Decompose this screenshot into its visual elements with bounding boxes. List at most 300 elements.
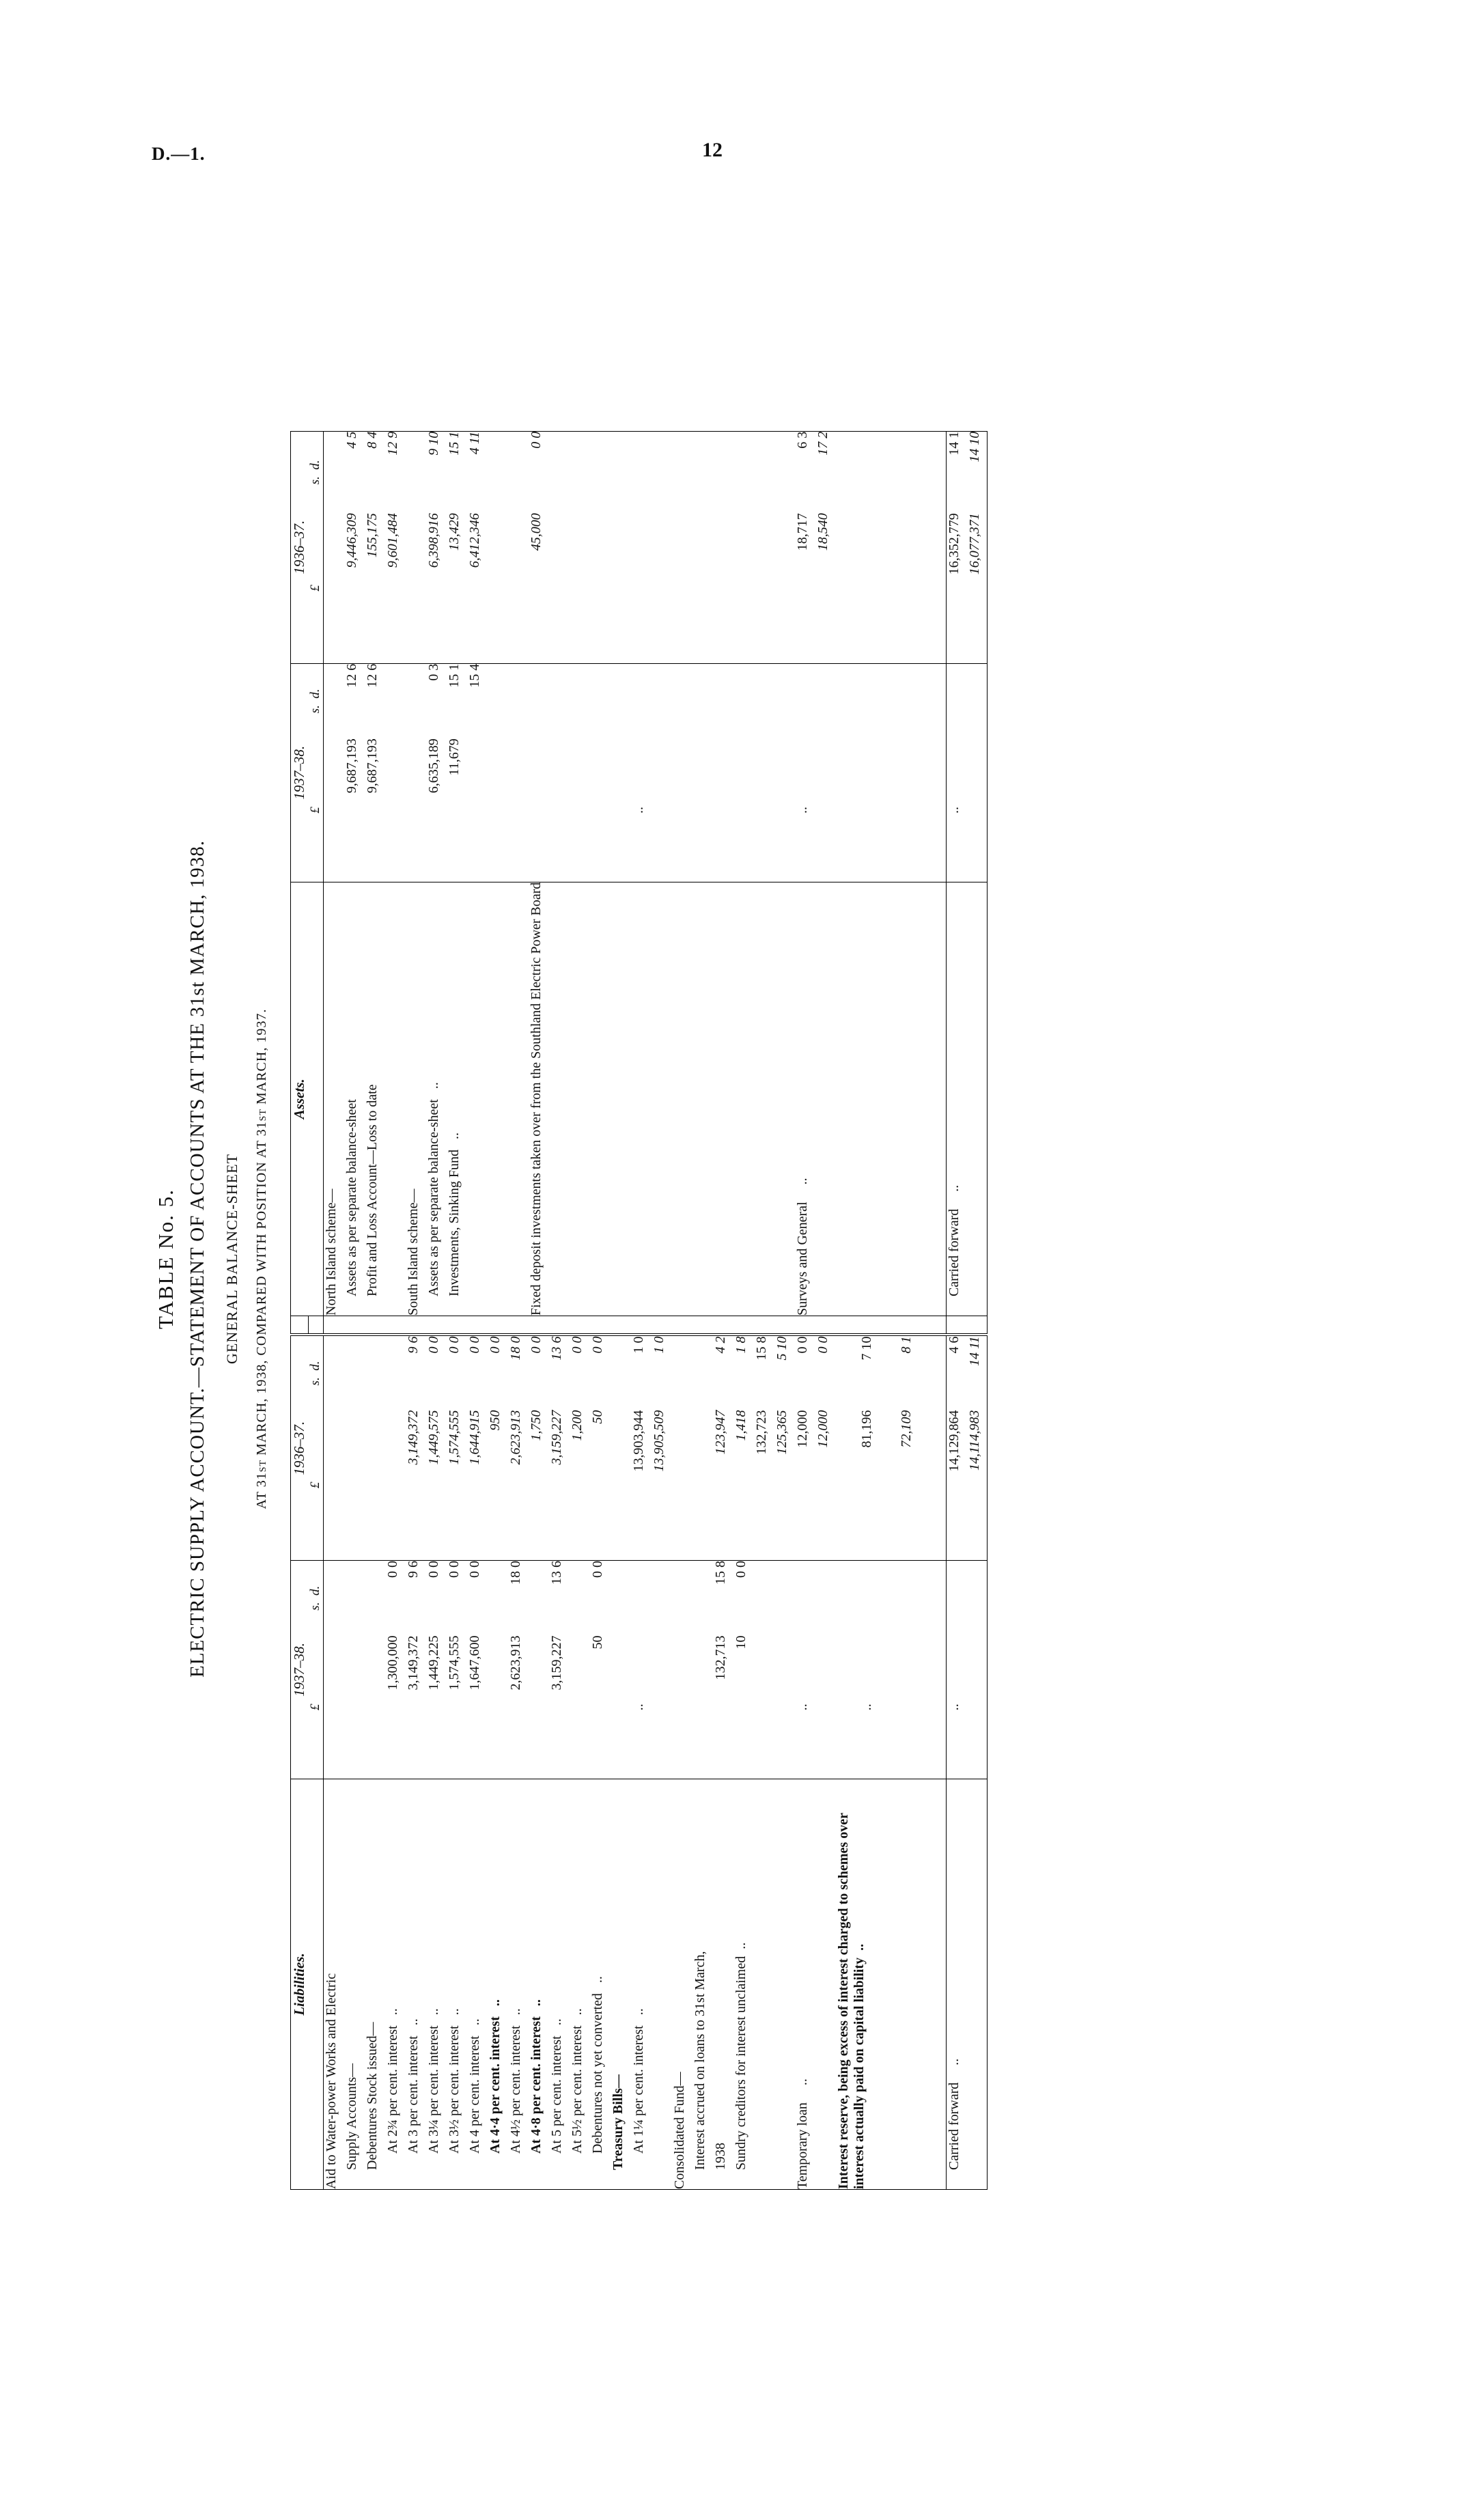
asset-label xyxy=(966,882,987,1316)
liab-a-sd xyxy=(364,1560,384,1635)
table-row xyxy=(671,431,692,2189)
liab-a-pounds: 132,713 xyxy=(712,1635,733,1779)
liab-label: Interest reserve, being excess of interest charged to schemes over interest actually paid on capital liability .. xyxy=(835,1779,898,2189)
liab-b-sd xyxy=(692,1335,712,1410)
liab-b-sd: 1 0 xyxy=(651,1335,671,1410)
asset-a-pounds: 9,687,193 xyxy=(344,738,364,882)
spacer xyxy=(589,1316,610,1335)
liab-a-pounds xyxy=(671,1635,692,1779)
table-row xyxy=(651,431,671,2189)
asset-b-sd xyxy=(487,431,507,513)
liab-b-pounds xyxy=(919,1410,946,1560)
liab-a-pounds xyxy=(898,1635,919,1779)
asset-b-pounds xyxy=(589,513,610,663)
asset-label: North Island scheme— xyxy=(323,882,344,1316)
liab-b-pounds xyxy=(671,1410,692,1560)
asset-label xyxy=(753,882,774,1316)
liab-a-pounds: 3,159,227 xyxy=(548,1635,569,1779)
spacer xyxy=(630,1316,651,1335)
asset-a-pounds: 9,687,193 xyxy=(364,738,384,882)
liab-b-sd xyxy=(384,1335,405,1410)
table-row xyxy=(898,431,919,2189)
asset-a-sd: 0 3 xyxy=(425,663,440,681)
asset-a-pounds xyxy=(733,738,753,882)
liab-label xyxy=(651,1779,671,2189)
liab-label: At 2¾ per cent. interest .. xyxy=(384,1779,405,2189)
liab-label xyxy=(753,1779,774,2189)
asset-label xyxy=(919,882,946,1316)
asset-b-pounds: 13,429 xyxy=(446,513,466,663)
asset-col-pounds-b: £ xyxy=(308,513,324,663)
spacer xyxy=(446,1316,466,1335)
spacer-col xyxy=(290,1316,308,1335)
liab-a-pounds: .. xyxy=(946,1635,966,1779)
liab-a-sd xyxy=(692,1560,712,1635)
table-row xyxy=(589,431,610,2189)
asset-col-sd-a: s. d. xyxy=(308,663,324,738)
general-balance-sheet-table xyxy=(290,430,988,2189)
spacer xyxy=(507,1316,528,1335)
asset-label xyxy=(487,882,507,1316)
asset-b-sd xyxy=(610,431,630,513)
asset-b-pounds xyxy=(569,513,589,663)
asset-a-sd xyxy=(528,663,548,738)
spacer xyxy=(323,1316,344,1335)
asset-b-pounds xyxy=(630,513,651,663)
spacer xyxy=(569,1316,589,1335)
liab-a-sd xyxy=(610,1560,630,1635)
liab-a-pounds: 2,623,913 xyxy=(507,1635,528,1779)
liab-a-pounds xyxy=(753,1635,774,1779)
liab-a-sd: 18 0 xyxy=(507,1560,522,1585)
liab-a-sd xyxy=(774,1560,794,1635)
liab-label xyxy=(919,1779,946,2189)
asset-a-sd xyxy=(651,663,671,738)
asset-b-sd xyxy=(692,431,712,513)
liab-a-pounds: 3,149,372 xyxy=(405,1635,425,1779)
assets-header: Assets. xyxy=(290,882,323,1316)
table-row xyxy=(446,431,466,2189)
table-row xyxy=(794,431,815,2189)
table-row xyxy=(344,431,364,2189)
liab-b-sd: 0 0 xyxy=(569,1335,589,1410)
liab-b-pounds: 2,623,913 xyxy=(507,1410,528,1560)
asset-a-sd xyxy=(405,663,425,738)
spacer xyxy=(548,1316,569,1335)
liab-b-sd xyxy=(919,1335,946,1410)
liab-a-sd: 13 6 xyxy=(548,1560,563,1585)
asset-a-pounds xyxy=(323,738,344,882)
asset-label xyxy=(651,882,671,1316)
liab-label: At 5½ per cent. interest .. xyxy=(569,1779,589,2189)
rotated-table-block xyxy=(141,169,1343,2348)
asset-a-sd xyxy=(815,663,835,738)
liab-a-sd: 0 0 xyxy=(466,1560,481,1578)
spacer xyxy=(712,1316,733,1335)
asset-a-pounds xyxy=(753,738,774,882)
liab-label: At 3½ per cent. interest .. xyxy=(446,1779,466,2189)
liab-b-sd: 13 6 xyxy=(548,1335,569,1410)
liab-label: Consolidated Fund— xyxy=(671,1779,692,2189)
asset-label xyxy=(630,882,651,1316)
asset-b-pounds: 45,000 xyxy=(528,513,548,663)
liab-a-pounds xyxy=(323,1635,344,1779)
asset-year-1936-37: 1936–37. xyxy=(290,431,308,663)
table-row xyxy=(507,431,528,2189)
liab-a-sd xyxy=(323,1560,344,1635)
spacer xyxy=(487,1316,507,1335)
asset-b-sd: 4 5 xyxy=(344,431,364,513)
asset-label xyxy=(589,882,610,1316)
asset-a-pounds: 11,679 xyxy=(446,738,466,882)
liab-a-sd xyxy=(835,1560,898,1635)
asset-b-pounds: 9,446,309 xyxy=(344,513,364,663)
liab-a-sd xyxy=(753,1560,774,1635)
asset-col-sd-b: s. d. xyxy=(308,431,324,513)
liab-a-sd xyxy=(487,1560,507,1635)
asset-b-sd xyxy=(589,431,610,513)
asset-a-sd xyxy=(898,663,919,738)
liab-col-pounds-a: £ xyxy=(308,1635,324,1779)
liab-a-pounds: .. xyxy=(630,1635,651,1779)
liab-label: Debentures not yet converted .. xyxy=(589,1779,610,2189)
asset-label: Profit and Loss Account—Loss to date xyxy=(364,882,384,1316)
asset-b-sd xyxy=(323,431,344,513)
asset-label xyxy=(733,882,753,1316)
table-row xyxy=(405,431,425,2189)
table-head-row-1 xyxy=(290,431,308,2189)
asset-label xyxy=(815,882,835,1316)
liab-a-pounds xyxy=(610,1635,630,1779)
liab-a-pounds xyxy=(815,1635,835,1779)
liab-col-sd-b: s. d. xyxy=(308,1335,324,1410)
liab-a-sd: 15 8 xyxy=(712,1560,727,1585)
asset-b-sd xyxy=(774,431,794,513)
asset-label: Assets as per separate balance-sheet xyxy=(344,882,364,1316)
asset-b-sd: 0 0 xyxy=(528,431,548,513)
spacer xyxy=(384,1316,405,1335)
liab-a-pounds: 1,449,225 xyxy=(425,1635,446,1779)
liab-a-sd xyxy=(651,1560,671,1635)
liab-b-pounds: 3,159,227 xyxy=(548,1410,569,1560)
liab-col-pounds-b: £ xyxy=(308,1410,324,1560)
liab-b-sd xyxy=(323,1335,344,1410)
asset-b-pounds xyxy=(692,513,712,663)
asset-b-sd: 14 10 xyxy=(966,431,987,513)
asset-b-pounds: 16,077,371 xyxy=(966,513,987,663)
asset-label xyxy=(671,882,692,1316)
table-row xyxy=(384,431,405,2189)
liab-b-pounds xyxy=(692,1410,712,1560)
asset-b-pounds: 6,412,346 xyxy=(466,513,487,663)
asset-a-pounds: 6,635,189 xyxy=(425,738,446,882)
liab-b-sd: 0 0 xyxy=(794,1335,815,1410)
asset-a-pounds xyxy=(919,738,946,882)
liab-a-sd xyxy=(344,1560,364,1635)
asset-b-pounds: 6,398,916 xyxy=(425,513,446,663)
liab-b-pounds: 81,196 xyxy=(835,1410,898,1560)
asset-b-sd: 17 2 xyxy=(815,431,835,513)
table-row xyxy=(774,431,794,2189)
asset-b-sd: 12 9 xyxy=(384,431,405,513)
asset-a-sd xyxy=(610,663,630,738)
table-row xyxy=(323,431,344,2189)
asset-b-pounds xyxy=(548,513,569,663)
asset-b-sd xyxy=(733,431,753,513)
liab-b-sd: 0 0 xyxy=(446,1335,466,1410)
spacer xyxy=(835,1316,898,1335)
asset-b-pounds xyxy=(507,513,528,663)
asset-b-pounds xyxy=(671,513,692,663)
liab-b-pounds xyxy=(384,1410,405,1560)
liab-label: Temporary loan .. xyxy=(794,1779,815,2189)
liab-b-sd: 0 0 xyxy=(528,1335,548,1410)
liab-label: Debentures Stock issued— xyxy=(364,1779,384,2189)
table-row xyxy=(692,431,712,2189)
liab-b-pounds xyxy=(323,1410,344,1560)
liab-a-sd xyxy=(946,1560,966,1635)
asset-label: Fixed deposit investments taken over from the Southland Electric Power Board xyxy=(528,882,569,1316)
table-row xyxy=(364,431,384,2189)
asset-a-pounds xyxy=(692,738,712,882)
asset-b-pounds xyxy=(712,513,733,663)
liab-b-pounds: 132,723 xyxy=(753,1410,774,1560)
liab-b-sd: 0 0 xyxy=(466,1335,487,1410)
liab-b-sd: 14 11 xyxy=(966,1335,987,1410)
asset-a-pounds: .. xyxy=(630,738,651,882)
asset-a-pounds xyxy=(815,738,835,882)
liab-year-1936-37: 1936–37. xyxy=(290,1335,308,1560)
asset-b-sd xyxy=(507,431,528,513)
asset-a-sd xyxy=(966,663,987,738)
asset-a-sd: 15 1 xyxy=(446,663,461,688)
page-number: 12 xyxy=(702,139,723,161)
spacer xyxy=(898,1316,919,1335)
spacer xyxy=(405,1316,425,1335)
asset-a-sd: 15 4 xyxy=(466,663,481,688)
asset-b-sd: 4 11 xyxy=(466,431,487,513)
liab-b-pounds: 3,149,372 xyxy=(405,1410,425,1560)
spacer xyxy=(815,1316,835,1335)
liab-b-sd: 8 1 xyxy=(898,1335,919,1410)
asset-b-sd xyxy=(569,431,589,513)
liab-b-pounds xyxy=(364,1410,384,1560)
asset-b-sd xyxy=(835,431,898,513)
liab-b-pounds: 1,574,555 xyxy=(446,1410,466,1560)
asset-a-pounds xyxy=(774,738,794,882)
asset-a-pounds xyxy=(548,738,569,882)
asset-a-sd xyxy=(919,663,946,738)
liab-a-pounds xyxy=(966,1635,987,1779)
liab-b-sd: 7 10 xyxy=(835,1335,898,1410)
liab-a-pounds xyxy=(774,1635,794,1779)
table-row xyxy=(487,431,507,2189)
liab-b-sd: 4 2 xyxy=(712,1335,733,1410)
asset-b-pounds xyxy=(487,513,507,663)
liab-label: At 5 per cent. interest .. xyxy=(548,1779,569,2189)
table-row xyxy=(466,431,487,2189)
liab-a-pounds: 10 xyxy=(733,1635,753,1779)
liab-label: At 4·4 per cent. interest .. xyxy=(487,1779,507,2189)
asset-a-pounds: .. xyxy=(794,738,815,882)
liab-label: Interest accrued on loans to 31st March, xyxy=(692,1779,712,2189)
liab-label: At 1¼ per cent. interest .. xyxy=(630,1779,651,2189)
liabilities-header: Liabilities. xyxy=(290,1779,323,2189)
liab-a-pounds: .. xyxy=(835,1635,898,1779)
liab-b-pounds: 13,905,509 xyxy=(651,1410,671,1560)
liab-label: At 3¼ per cent. interest .. xyxy=(425,1779,446,2189)
asset-b-pounds xyxy=(835,513,898,663)
liab-label: Treasury Bills— xyxy=(610,1779,630,2189)
liab-a-pounds xyxy=(692,1635,712,1779)
liab-a-pounds xyxy=(919,1635,946,1779)
spacer xyxy=(753,1316,774,1335)
asset-year-1937-38: 1937–38. xyxy=(290,663,308,882)
asset-b-pounds xyxy=(651,513,671,663)
asset-b-sd xyxy=(671,431,692,513)
asset-label xyxy=(692,882,712,1316)
table-number: TABLE No. 5. xyxy=(153,1188,178,1329)
liab-a-pounds xyxy=(344,1635,364,1779)
liab-a-pounds: 1,300,000 xyxy=(384,1635,405,1779)
liab-a-sd: 0 0 xyxy=(384,1560,400,1578)
asset-label: Carried forward .. xyxy=(946,882,966,1316)
spacer xyxy=(466,1316,487,1335)
liab-b-pounds: 1,449,575 xyxy=(425,1410,446,1560)
asset-a-pounds xyxy=(835,738,898,882)
liab-b-pounds: 12,000 xyxy=(794,1410,815,1560)
liab-a-pounds xyxy=(528,1635,548,1779)
liab-a-sd xyxy=(815,1560,835,1635)
table-row xyxy=(733,431,753,2189)
liab-label: 1938 xyxy=(712,1779,733,2189)
liab-b-sd: 15 8 xyxy=(753,1335,774,1410)
asset-a-sd xyxy=(487,663,507,738)
liab-a-pounds xyxy=(364,1635,384,1779)
asset-a-sd xyxy=(946,663,966,738)
liab-a-pounds: 50 xyxy=(589,1635,610,1779)
liab-a-sd xyxy=(919,1560,946,1635)
liab-label xyxy=(898,1779,919,2189)
table-row-carried-forward xyxy=(946,431,966,2189)
table-row xyxy=(610,431,630,2189)
spacer xyxy=(966,1316,987,1335)
spacer xyxy=(528,1316,548,1335)
liab-a-pounds xyxy=(487,1635,507,1779)
asset-a-pounds xyxy=(569,738,589,882)
liab-b-pounds: 125,365 xyxy=(774,1410,794,1560)
asset-a-pounds xyxy=(507,738,528,882)
spacer xyxy=(733,1316,753,1335)
liab-a-sd xyxy=(966,1560,987,1635)
asset-b-pounds xyxy=(898,513,919,663)
liab-a-sd: 0 0 xyxy=(733,1560,748,1578)
asset-a-pounds xyxy=(528,738,548,882)
table-row-carried-forward-prev xyxy=(966,431,987,2189)
asset-b-pounds xyxy=(405,513,425,663)
spacer xyxy=(425,1316,446,1335)
asset-a-pounds xyxy=(487,738,507,882)
asset-label: Assets as per separate balance-sheet .. xyxy=(425,882,446,1316)
asset-b-pounds: 9,601,484 xyxy=(384,513,405,663)
liab-b-sd xyxy=(364,1335,384,1410)
liab-b-sd xyxy=(344,1335,364,1410)
liab-b-sd: 9 6 xyxy=(405,1335,425,1410)
table-row xyxy=(569,431,589,2189)
spacer xyxy=(774,1316,794,1335)
liab-label: At 3 per cent. interest .. xyxy=(405,1779,425,2189)
asset-b-pounds: 18,717 xyxy=(794,513,815,663)
asset-b-sd: 8 4 xyxy=(364,431,384,513)
liab-b-sd: 4 6 xyxy=(946,1335,966,1410)
liab-label xyxy=(966,1779,987,2189)
liab-a-pounds xyxy=(569,1635,589,1779)
liab-label xyxy=(815,1779,835,2189)
table-row xyxy=(712,431,733,2189)
asset-a-sd xyxy=(671,663,692,738)
asset-b-sd xyxy=(405,431,425,513)
asset-a-pounds xyxy=(712,738,733,882)
liab-b-pounds xyxy=(610,1410,630,1560)
asset-b-sd: 6 3 xyxy=(794,431,815,513)
asset-a-sd: 12 6 xyxy=(344,663,359,688)
spacer xyxy=(946,1316,966,1335)
asset-b-sd xyxy=(753,431,774,513)
asset-a-pounds xyxy=(610,738,630,882)
asset-b-sd xyxy=(919,431,946,513)
liab-b-pounds: 14,114,983 xyxy=(966,1410,987,1560)
asset-label: South Island scheme— xyxy=(405,882,425,1316)
spacer xyxy=(610,1316,630,1335)
asset-label xyxy=(898,882,919,1316)
liab-a-sd: 0 0 xyxy=(589,1560,604,1578)
asset-b-sd xyxy=(548,431,569,513)
asset-b-sd xyxy=(712,431,733,513)
liab-a-sd xyxy=(671,1560,692,1635)
liab-label: At 4·8 per cent. interest .. xyxy=(528,1779,548,2189)
asset-a-pounds: .. xyxy=(946,738,966,882)
table-row xyxy=(528,431,548,2189)
liab-a-pounds: 1,647,600 xyxy=(466,1635,487,1779)
spacer-col-2 xyxy=(308,1316,324,1335)
liab-a-pounds: .. xyxy=(794,1635,815,1779)
liab-b-sd xyxy=(671,1335,692,1410)
liab-label: Aid to Water-power Works and Electric xyxy=(323,1779,344,2189)
asset-b-pounds xyxy=(753,513,774,663)
liab-b-sd: 0 0 xyxy=(487,1335,507,1410)
liab-a-sd xyxy=(528,1560,548,1635)
asset-b-pounds: 18,540 xyxy=(815,513,835,663)
asset-label xyxy=(835,882,898,1316)
asset-label: Investments, Sinking Fund .. xyxy=(446,882,466,1316)
asset-b-sd: 9 10 xyxy=(425,431,446,513)
asset-a-pounds xyxy=(384,738,405,882)
asset-a-sd xyxy=(794,663,815,738)
asset-a-sd xyxy=(712,663,733,738)
asset-label xyxy=(569,882,589,1316)
asset-a-sd xyxy=(589,663,610,738)
asset-a-sd xyxy=(733,663,753,738)
liab-b-sd: 1 8 xyxy=(733,1335,753,1410)
liab-b-pounds: 13,903,944 xyxy=(630,1410,651,1560)
asset-a-sd xyxy=(835,663,898,738)
asset-a-pounds xyxy=(405,738,425,882)
asset-a-sd xyxy=(384,663,405,738)
liab-b-sd: 5 10 xyxy=(774,1335,794,1410)
spacer xyxy=(794,1316,815,1335)
asset-a-sd xyxy=(323,663,344,738)
asset-label xyxy=(712,882,733,1316)
